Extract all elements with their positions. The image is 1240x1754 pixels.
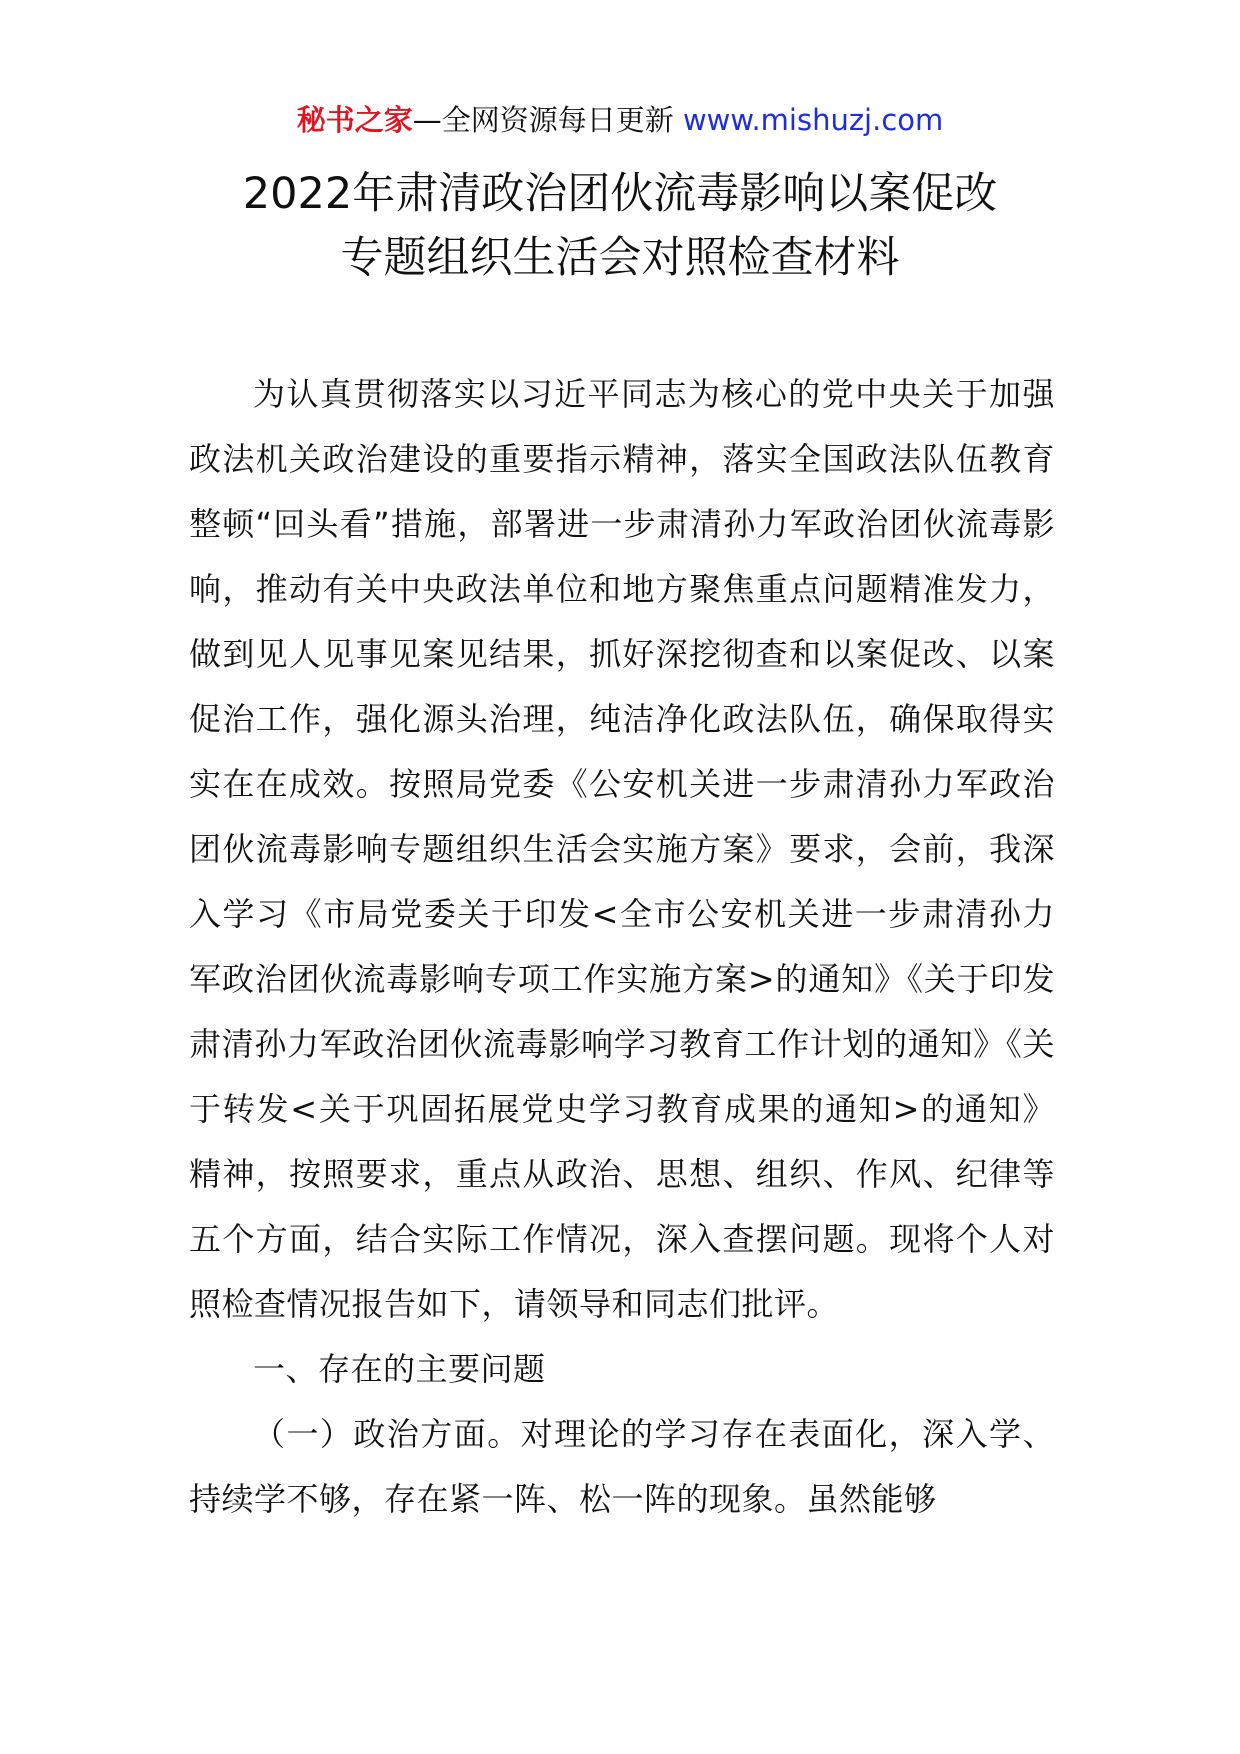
banner-brand: 秘书之家 [296,103,413,137]
title-line-1: 2022年肃清政治团伙流毒影响以案促改 [242,169,998,219]
document-title [0,162,1240,290]
section-heading: 一、存在的主要问题 [253,1350,546,1388]
document-body [189,362,1055,1532]
title-line-2: 专题组织生活会对照检查材料 [340,233,900,283]
banner-tagline: —全网资源每日更新 [412,103,683,137]
banner-site-link[interactable]: www.mishuzj.com [682,103,944,137]
intro-paragraph: 为认真贯彻落实以习近平同志为核心的党中央关于加强政法机关政治建设的重要指示精神，落实全国政法队伍教育整顿“回头看”措施，部署进一步肃清孙力军政治团伙流毒影响，推动有关中央政法单位和地方聚焦重点问题精准发力，做到见人见事见案见结果，抓好深挖彻查和以案促改、以案促治工作，强化源头治理，纯洁净化政法队伍，确保取得实实在在成效。按照局党委《公安机关进一步肃清孙力军政治团伙流毒影响专题组织生活会实施方案》要求，会前，我深入学习《市局党委关于印发<全市公安机关进一步肃清孙力军政治团伙流毒影响专项工作实施方案>的通知》《关于印发肃清孙力军政治团伙流毒影响学习教育工作计划的通知》《关于转发<关于巩固拓展党史学习教育成果的通知>的通知》精神，按照要求，重点从政治、思想、组织、作风、纪律等五个方面，结合实际工作情况，深入查摆问题。现将个人对照检查情况报告如下，请领导和同志们批评。 [189,375,1055,1323]
source-banner [0,100,1240,140]
section-paragraph: （一）政治方面。对理论的学习存在表面化，深入学、持续学不够，存在紧一阵、松一阵的现象。虽然能够 [189,1415,1055,1518]
